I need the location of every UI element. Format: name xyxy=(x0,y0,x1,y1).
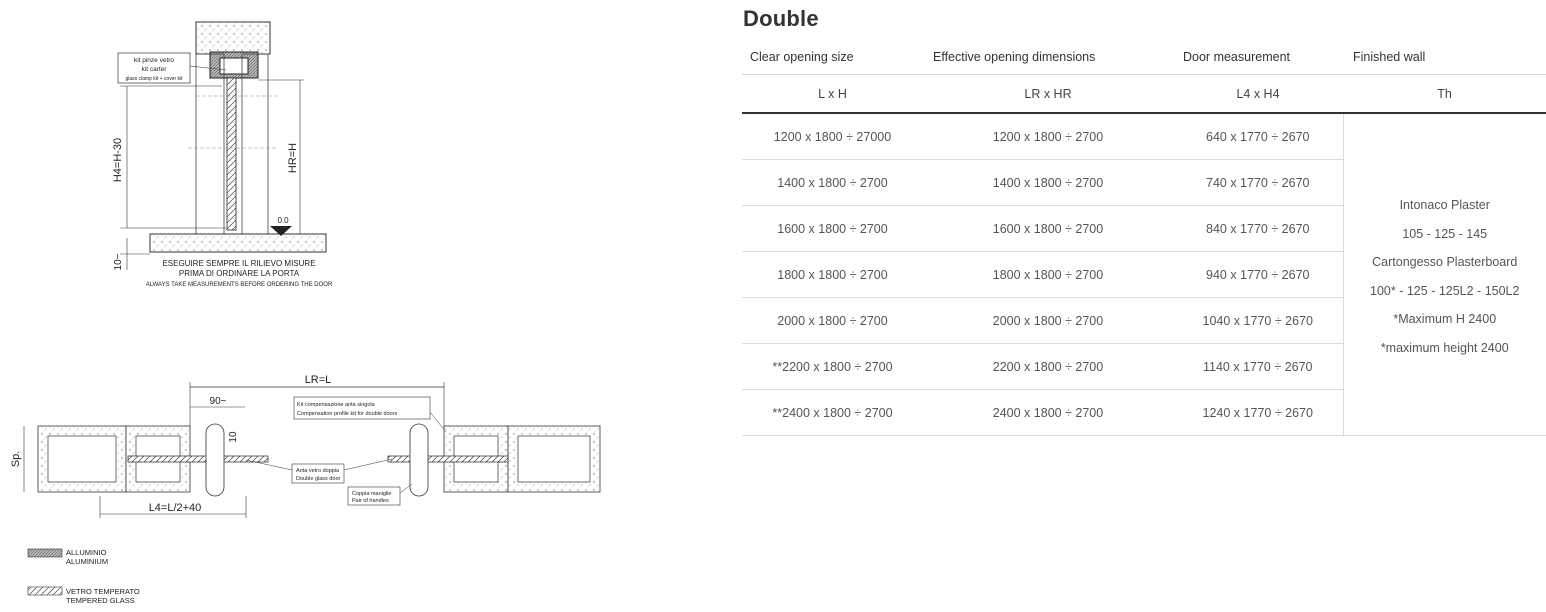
cell-clear: 1800 x 1800 ÷ 2700 xyxy=(742,252,923,298)
dim-lr: LR=L xyxy=(304,374,332,386)
cell-clear: 1400 x 1800 ÷ 2700 xyxy=(742,160,923,206)
technical-drawing xyxy=(0,0,720,612)
kit-label-it2: kit carter xyxy=(141,66,167,73)
cell-effective: 1400 x 1800 ÷ 2700 xyxy=(923,160,1173,206)
legend-alu-swatch xyxy=(28,549,62,557)
col-finished-wall: Finished wall xyxy=(1343,40,1546,75)
legend-glass-it: VETRO TEMPERATO xyxy=(66,587,140,596)
handle-right xyxy=(410,424,428,496)
section-view xyxy=(112,22,333,288)
cell-door: 840 x 1770 ÷ 2670 xyxy=(1173,206,1343,252)
kit-label-en: glass clamp kit + cover kit xyxy=(125,76,183,82)
dim-hr: HR=H xyxy=(287,142,299,174)
spec-title: Double xyxy=(743,6,819,31)
sub-lxh: L x H xyxy=(742,75,923,114)
spec-table xyxy=(742,40,1546,436)
legend-glass-en: TEMPERED GLASS xyxy=(66,596,135,605)
legend xyxy=(28,548,140,605)
table-subheader-row xyxy=(742,75,1546,114)
dim-sp: Sp. xyxy=(10,450,22,468)
dim-ninety: 90~ xyxy=(209,396,227,407)
wall-left xyxy=(196,54,224,234)
sub-l4xh4: L4 x H4 xyxy=(1173,75,1343,114)
ceiling-slab xyxy=(196,22,270,54)
floor xyxy=(150,234,326,252)
cell-clear: 1600 x 1800 ÷ 2700 xyxy=(742,206,923,252)
wall-line: Intonaco Plaster xyxy=(1399,198,1490,212)
level-zero: 0.0 xyxy=(277,216,289,225)
cell-door: 740 x 1770 ÷ 2670 xyxy=(1173,160,1343,206)
legend-alu-en: ALUMINIUM xyxy=(66,557,109,566)
cell-door: 940 x 1770 ÷ 2670 xyxy=(1173,252,1343,298)
table-row xyxy=(742,113,1546,160)
wall-line: 100* - 125 - 125L2 - 150L2 xyxy=(1370,283,1520,298)
note-en: ALWAYS TAKE MEASUREMENTS BEFORE ORDERING THE DOOR xyxy=(145,282,333,288)
glass-door-left xyxy=(128,456,268,462)
col-door-measurement: Door measurement xyxy=(1173,40,1343,75)
dim-ten-plan: 10 xyxy=(228,431,239,443)
wall-line: 105 - 125 - 145 xyxy=(1402,226,1488,241)
cell-effective: 1600 x 1800 ÷ 2700 xyxy=(923,206,1173,252)
wall-line: *maximum height 2400 xyxy=(1380,340,1509,355)
cell-clear: 2000 x 1800 ÷ 2700 xyxy=(742,298,923,344)
cell-door: 1140 x 1770 ÷ 2670 xyxy=(1173,344,1343,390)
dim-l4: L4=L/2+40 xyxy=(148,502,202,514)
comp-label-it: Kit compensazione anta singola xyxy=(297,402,375,408)
glass-label-it: Anta vetro doppia xyxy=(296,468,340,474)
cell-effective: 1800 x 1800 ÷ 2700 xyxy=(923,252,1173,298)
col-effective-opening: Effective opening dimensions xyxy=(923,40,1173,75)
cell-effective: 1200 x 1800 ÷ 2700 xyxy=(923,113,1173,160)
glass-label-en: Double glass door xyxy=(296,476,341,482)
kit-label-it: kit pinze vetro xyxy=(133,57,175,64)
cell-finished-wall xyxy=(1343,113,1546,436)
wall-line: *Maximum H 2400 xyxy=(1393,312,1497,326)
cell-clear: **2400 x 1800 ÷ 2700 xyxy=(742,390,923,436)
sub-th: Th xyxy=(1343,75,1546,114)
note-it-2: PRIMA DI ORDINARE LA PORTA xyxy=(178,269,300,278)
cell-door: 1240 x 1770 ÷ 2670 xyxy=(1173,390,1343,436)
handles-label-it: Coppia maniglie xyxy=(352,491,392,497)
table-header-row xyxy=(742,40,1546,75)
cell-effective: 2200 x 1800 ÷ 2700 xyxy=(923,344,1173,390)
legend-glass-swatch xyxy=(28,587,62,595)
glass-panel-section xyxy=(227,78,236,230)
plan-view xyxy=(10,374,600,518)
handle-left xyxy=(206,424,224,496)
note-it-1: ESEGUIRE SEMPRE IL RILIEVO MISURE xyxy=(162,259,316,268)
col-clear-opening: Clear opening size xyxy=(742,40,923,75)
cell-door: 1040 x 1770 ÷ 2670 xyxy=(1173,298,1343,344)
glass-door-right xyxy=(388,456,508,462)
comp-label-en: Compensation profile kit for double doors xyxy=(297,411,398,417)
wall-right xyxy=(242,54,268,234)
dim-ten-section: 10~ xyxy=(113,253,124,271)
cell-clear: 1200 x 1800 ÷ 27000 xyxy=(742,113,923,160)
cell-effective: 2000 x 1800 ÷ 2700 xyxy=(923,298,1173,344)
handles-label-en: Pair of handles xyxy=(352,498,389,504)
wall-line: Cartongesso Plasterboard xyxy=(1372,255,1518,269)
cell-effective: 2400 x 1800 ÷ 2700 xyxy=(923,390,1173,436)
sub-lrxhr: LR x HR xyxy=(923,75,1173,114)
cell-door: 640 x 1770 ÷ 2670 xyxy=(1173,113,1343,160)
dim-h4: H4=H-30 xyxy=(112,137,124,183)
legend-alu-it: ALLUMINIO xyxy=(66,548,107,557)
cell-clear: **2200 x 1800 ÷ 2700 xyxy=(742,344,923,390)
